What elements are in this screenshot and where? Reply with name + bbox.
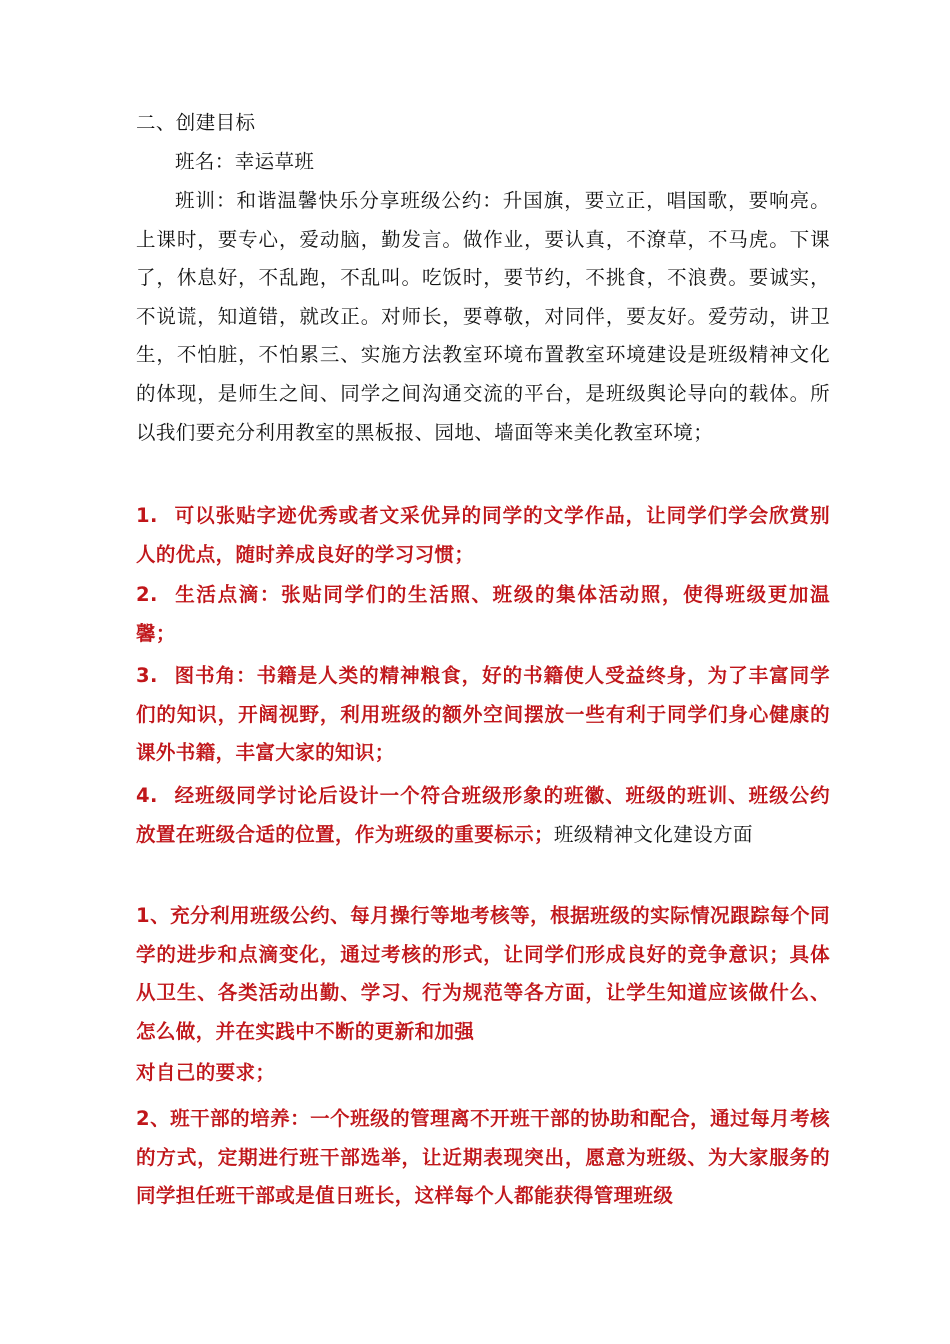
section-title-inline: 班级精神文化建设方面 — [553, 822, 753, 846]
list-item: 2. 生活点滴：张贴同学们的生活照、班级的集体活动照，使得班级更加温馨； — [136, 583, 830, 645]
list-item: 1. 可以张贴字迹优秀或者文采优异的同学的文学作品，让同学们学会欣赏别人的优点，随时养成良好的学习习惯； — [136, 504, 830, 566]
list-item: 3. 图书角：书籍是人类的精神粮食，好的书籍使人受益终身，为了丰富同学们的知识，开阔视野，利用班级的额外空间摆放一些有利于同学们身心健康的课外书籍，丰富大家的知识； — [136, 664, 830, 765]
motto-paragraph: 班训：和谐温馨快乐分享班级公约：升国旗，要立正，唱国歌，要响亮。上课时，要专心，爱动脑，勤发言。做作业，要认真，不潦草，不马虎。下课了，休息好，不乱跑，不乱叫。吃饭时，要节约，不挑食，不浪费。要诚实，不说谎，知道错，就改正。对师长，要尊敬，对同伴，要友好。爱劳动，讲卫生，不怕脏，不怕累三、实施方法教室环境布置教室环境建设是班级精神文化的体现，是师生之间、同学之间沟通交流的平台，是班级舆论导向的载体。所以我们要充分利用教室的黑板报、园地、墙面等来美化教室环境； — [136, 189, 830, 444]
section-list-item: 1、充分利用班级公约、每月操行等地考核等，根据班级的实际情况跟踪每个同学的进步和点滴变化，通过考核的形式，让同学们形成良好的竞争意识；具体从卫生、各类活动出勤、学习、行为规范等各方面，让学生知道应该做什么、怎么做，并在实践中不断的更新和加强 — [136, 904, 830, 1043]
section-heading: 二、创建目标 — [136, 111, 256, 134]
section-list-item-continuation: 对自己的要求； — [136, 1061, 276, 1084]
section-list-item: 2、班干部的培养：一个班级的管理离不开班干部的协助和配合，通过每月考核的方式，定期进行班干部选举，让近期表现突出，愿意为班级、为大家服务的同学担任班干部或是值日班长，这样每个人都能获得管理班级 — [136, 1107, 830, 1208]
class-name: 班名：幸运草班 — [175, 150, 315, 173]
list-item: 4. 经班级同学讨论后设计一个符合班级形象的班徽、班级的班训、班级公约放置在班级合适的位置，作为班级的重要标示；班级精神文化建设方面 — [136, 784, 830, 846]
